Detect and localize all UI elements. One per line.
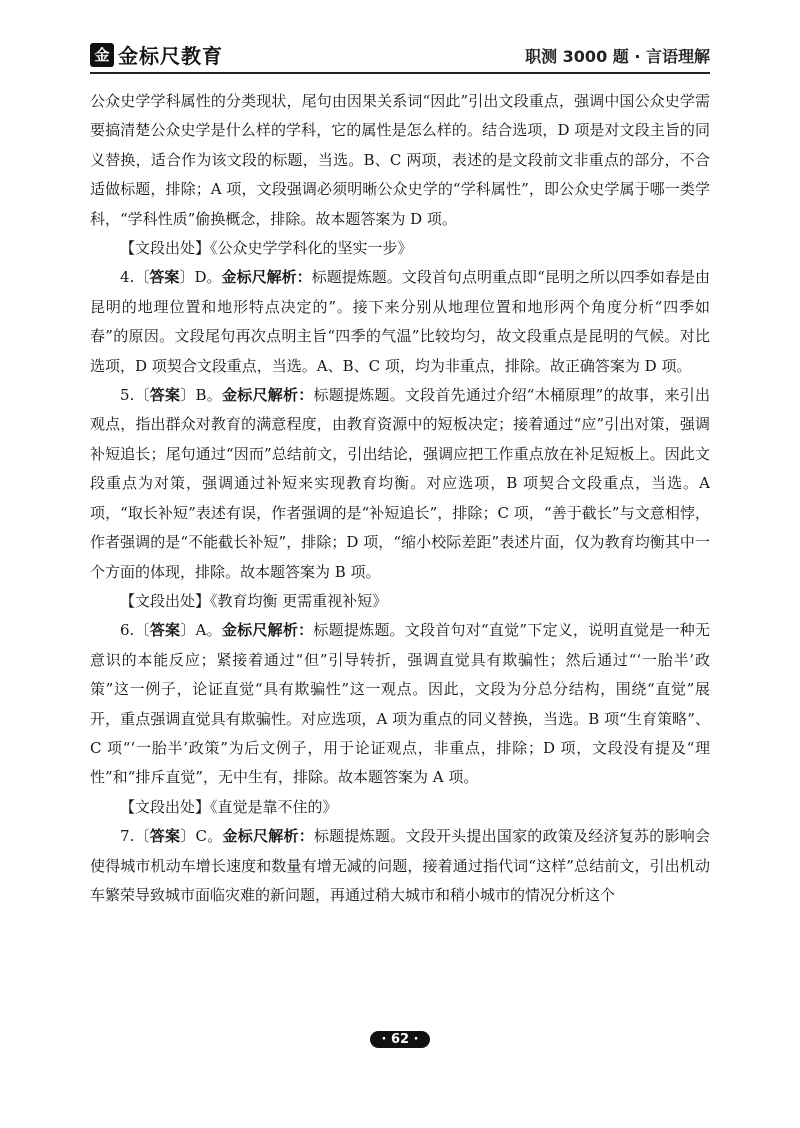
answer-q6 (90, 616, 710, 792)
analysis-label: 金标尺解析： (222, 386, 314, 405)
answer-label: 答案 (149, 621, 181, 640)
analysis-text: 标题提炼题。文段开头提出国家的政策及经济复苏的影响会使得城市机动车增长速度和数量有增无减的问题，接着通过指代词“这样”总结前文，引出机动车繁荣导致城市面临灾难的新问题，再通过稍大城市和稍小城市的情况分析这个 (90, 827, 710, 904)
analysis-label: 金标尺解析： (221, 621, 314, 640)
analysis-label: 金标尺解析： (221, 268, 312, 287)
paragraph-q3-tail: 公众史学学科属性的分类现状，尾句由因果关系词“因此”引出文段重点，强调中国公众史学需要搞清楚公众史学是什么样的学科，它的属性是怎么样的。结合选项，D 项是对文段主旨的同义替换，适合作为该文段的标题，当选。B、C 两项，表述的是文段前文非重点的部分，不合适做标题，排除；A 项，文段强调必须明晰公众史学的“学科属性”，即公众史学属于哪一类学科，“学科性质”偷换概念，排除。故本题答案为 D 项。 (90, 92, 710, 228)
answer-value: 〕D。 (179, 268, 222, 287)
brand-name: 金标尺教育 (118, 44, 223, 68)
answer-q7 (90, 822, 710, 910)
question-number: 4.〔 (120, 268, 150, 287)
source-q5: 【文段出处】《教育均衡 更需重视补短》 (120, 591, 388, 610)
logo-icon: 金 (90, 43, 114, 67)
answer-q4 (90, 263, 710, 381)
question-number: 5.〔 (120, 386, 150, 405)
analysis-text: 标题提炼题。文段首句点明重点即“昆明之所以四季如春是由昆明的地理位置和地形特点决定的”。接下来分别从地理位置和地形两个角度分析“四季如春”的原因。文段尾句再次点明主旨“四季的气温”比较均匀，故文段重点是昆明的气候。对比选项，D 项契合文段重点，当选。A、B、C 项，均为非重点，排除。故正确答案为 D 项。 (90, 268, 711, 375)
answer-label: 答案 (149, 386, 181, 405)
source-q6: 【文段出处】《直觉是靠不住的》 (120, 797, 338, 816)
answer-value: 〕B。 (180, 386, 223, 405)
question-number: 7.〔 (120, 827, 150, 846)
analysis-text: 标题提炼题。文段首句对“直觉”下定义，说明直觉是一种无意识的本能反应；紧接着通过“但”引导转折，强调直觉具有欺骗性；然后通过“‘一胎半’政策”这一例子，论证直觉“具有欺骗性”这一观点。因此，文段为分总分结构，围绕“直觉”展开，重点强调直觉具有欺骗性。对应选项，A 项为重点的同义替换，当选。B 项“生育策略”、C 项“‘一胎半’政策”为后文例子，用于论证观点，非重点，排除；D 项，文段没有提及“理性”和“排斥直觉”，无中生有，排除。故本题答案为 A 项。 (90, 621, 710, 787)
brand-logo (90, 40, 223, 69)
analysis-label: 金标尺解析： (222, 827, 314, 846)
answer-value: 〕C。 (180, 827, 223, 846)
book-title: 职测 3000 题 · 言语理解 (525, 47, 710, 66)
question-number: 6.〔 (120, 621, 150, 640)
answer-q5 (90, 381, 710, 587)
answer-label: 答案 (149, 827, 181, 846)
page-header (90, 36, 710, 74)
answer-value: 〕A。 (180, 621, 222, 640)
source-q3: 【文段出处】《公众史学学科化的坚实一步》 (120, 239, 413, 258)
page-content (90, 87, 710, 910)
page-footer (0, 1031, 800, 1048)
analysis-text: 标题提炼题。文段首先通过介绍“木桶原理”的故事，来引出观点，指出群众对教育的满意程度，由教育资源中的短板决定；接着通过“应”引出对策，强调补短追长；尾句通过“因而”总结前文，引出结论，强调应把工作重点放在补足短板上。因此文段重点为对策，强调通过补短来实现教育均衡。对应选项，B 项契合文段重点，当选。A 项，“取长补短”表述有误，作者强调的是“补短追长”，排除；C 项，“善于截长”与文意相悖，作者强调的是“不能截长补短”，排除；D 项，“缩小校际差距”表述片面，仅为教育均衡其中一个方面的体现，排除。故本题答案为 B 项。 (90, 386, 710, 581)
page-number: · 62 · (370, 1031, 429, 1048)
answer-label: 答案 (149, 268, 180, 287)
